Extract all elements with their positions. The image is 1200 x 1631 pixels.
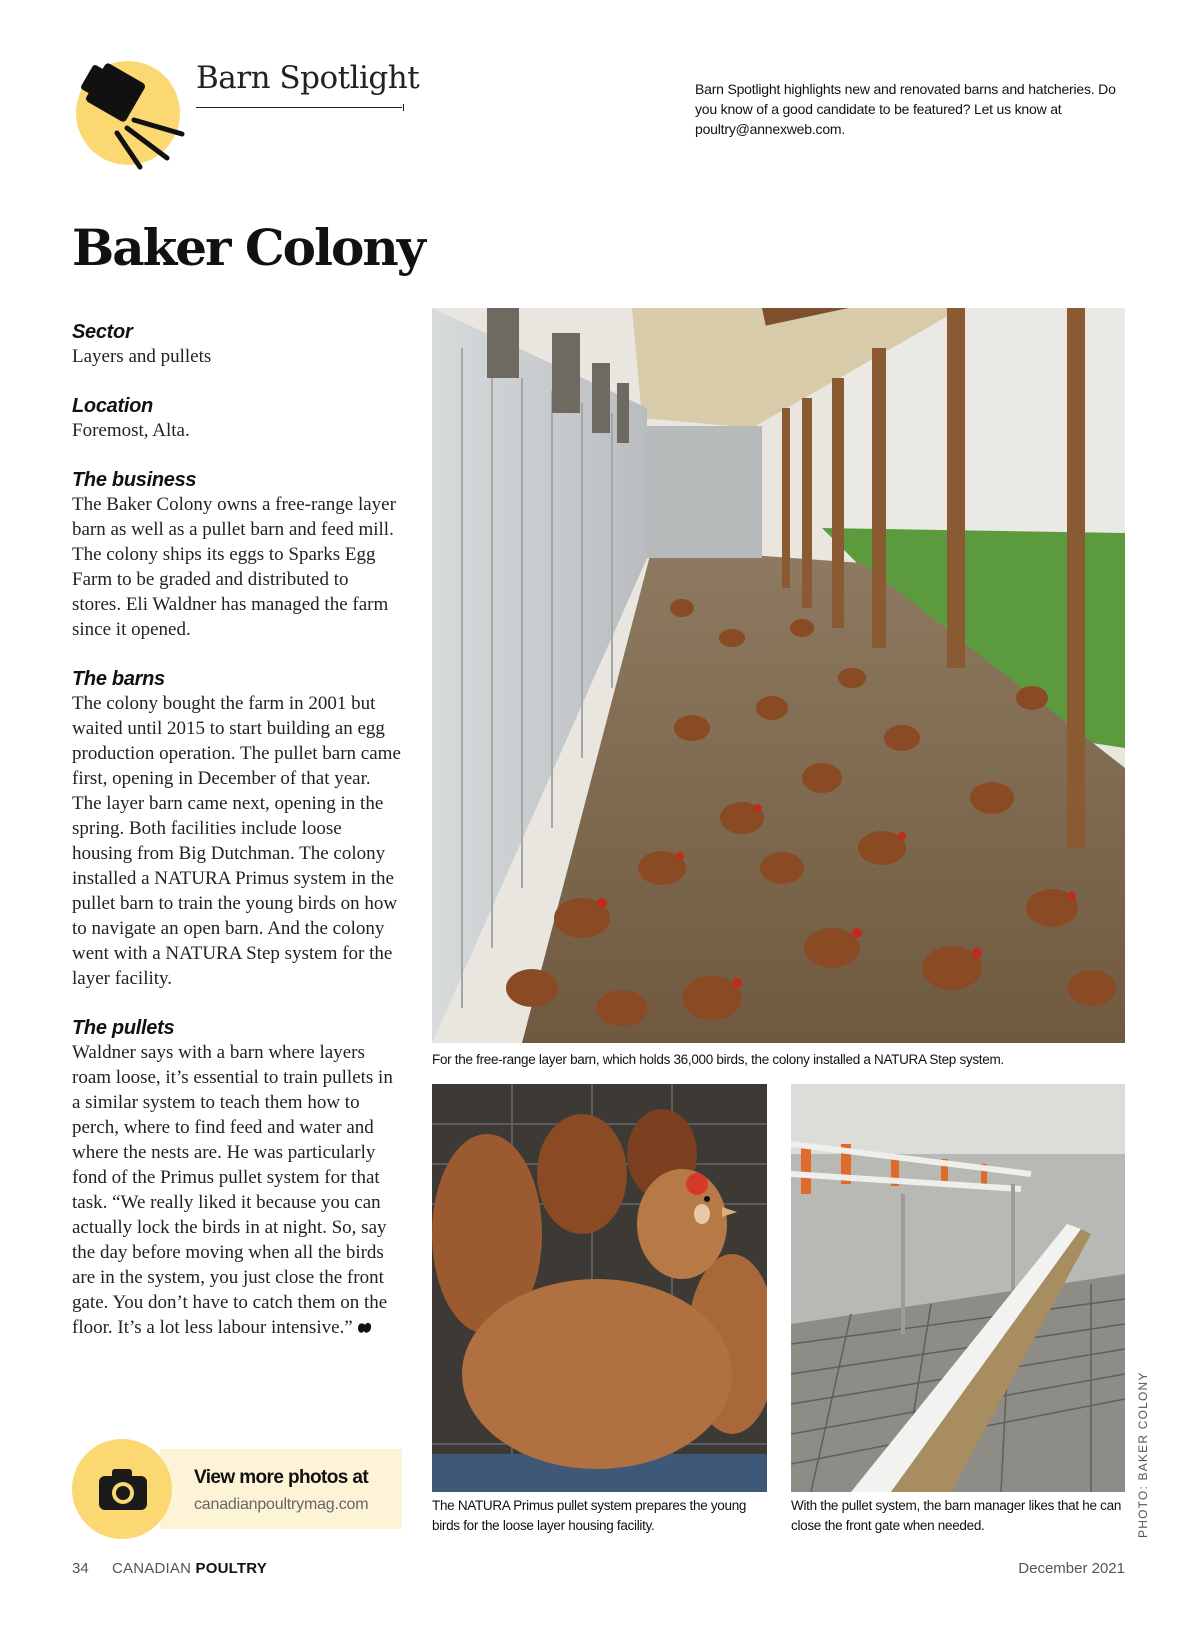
- business-text: The Baker Colony owns a free-range layer barn as well as a pullet barn and feed mill. The colony ships its eggs to Sparks Egg Farm to be graded and distributed to stores. Eli Waldner has managed the farm since it opened.: [72, 494, 396, 640]
- pullets-block: [72, 1016, 402, 1340]
- magazine-prefix: CANADIAN: [112, 1560, 192, 1577]
- section-rule: [196, 107, 402, 108]
- layer-barn-photo: [432, 308, 1125, 1043]
- barns-label: The barns: [72, 668, 165, 690]
- pullet-system-photo: [791, 1084, 1125, 1492]
- page-number: 34: [72, 1560, 89, 1577]
- right-photo-caption: With the pullet system, the barn manager likes that he can close the front gate when needed.: [791, 1498, 1122, 1533]
- pullets-text: Waldner says with a barn where layers roam loose, it’s essential to train pullets in a similar system to teach them how to perch, where to find feed and water and where the nests are. He was particularly fond of the Primus pullet system for that task. “We really liked it because you can actually lock the birds in at night. So, say the day before moving when all the birds are in the system, you just close the front gate. You don’t have to catch them on the floor. It’s a lot less labour intensive.”: [72, 1042, 393, 1338]
- promo-title: View more photos at: [194, 1467, 369, 1488]
- magazine-name: [112, 1560, 267, 1577]
- business-block: [72, 468, 402, 642]
- location-label: Location: [72, 395, 153, 417]
- pullets-label: The pullets: [72, 1017, 175, 1039]
- barns-block: [72, 667, 402, 991]
- photo-credit: PHOTO: BAKER COLONY: [1136, 1371, 1150, 1538]
- location-block: [72, 394, 402, 443]
- issue-date: December 2021: [1018, 1560, 1125, 1577]
- pullet-hens-photo: [432, 1084, 767, 1492]
- location-text: Foremost, Alta.: [72, 420, 190, 441]
- sector-label: Sector: [72, 321, 133, 343]
- article-title: Baker Colony: [72, 218, 424, 277]
- end-mark-icon: [356, 1321, 372, 1335]
- spotlight-icon: [72, 58, 190, 170]
- section-title: Barn Spotlight: [196, 60, 420, 96]
- promo-link[interactable]: canadianpoultrymag.com: [194, 1496, 369, 1513]
- main-photo-caption: For the free-range layer barn, which holds 36,000 birds, the colony installed a NATURA Step system.: [432, 1052, 1004, 1067]
- left-photo-caption: The NATURA Primus pullet system prepares the young birds for the loose layer housing facility.: [432, 1498, 747, 1533]
- sector-block: [72, 320, 402, 369]
- magazine-suffix: POULTRY: [195, 1560, 267, 1577]
- business-label: The business: [72, 469, 197, 491]
- article-body: [72, 320, 402, 1365]
- promo-box: [160, 1449, 402, 1529]
- pullets-text-wrap: [72, 1040, 402, 1340]
- sector-text: Layers and pullets: [72, 346, 212, 367]
- barns-text: The colony bought the farm in 2001 but waited until 2015 to start building an egg production operation. The pullet barn came first, opening in December of that year. The layer barn came next, opening in the spring. Both facilities include loose housing from Big Dutchman. The colony installed a NATURA Primus system in the pullet barn to train the young birds on how to navigate an open barn. And the colony went with a NATURA Step system for the layer facility.: [72, 693, 401, 989]
- intro-text: Barn Spotlight highlights new and renovated barns and hatcheries. Do you know of a good candidate to be featured? Let us know at poultry@annexweb.com.: [695, 81, 1116, 137]
- camera-icon: [97, 1466, 149, 1512]
